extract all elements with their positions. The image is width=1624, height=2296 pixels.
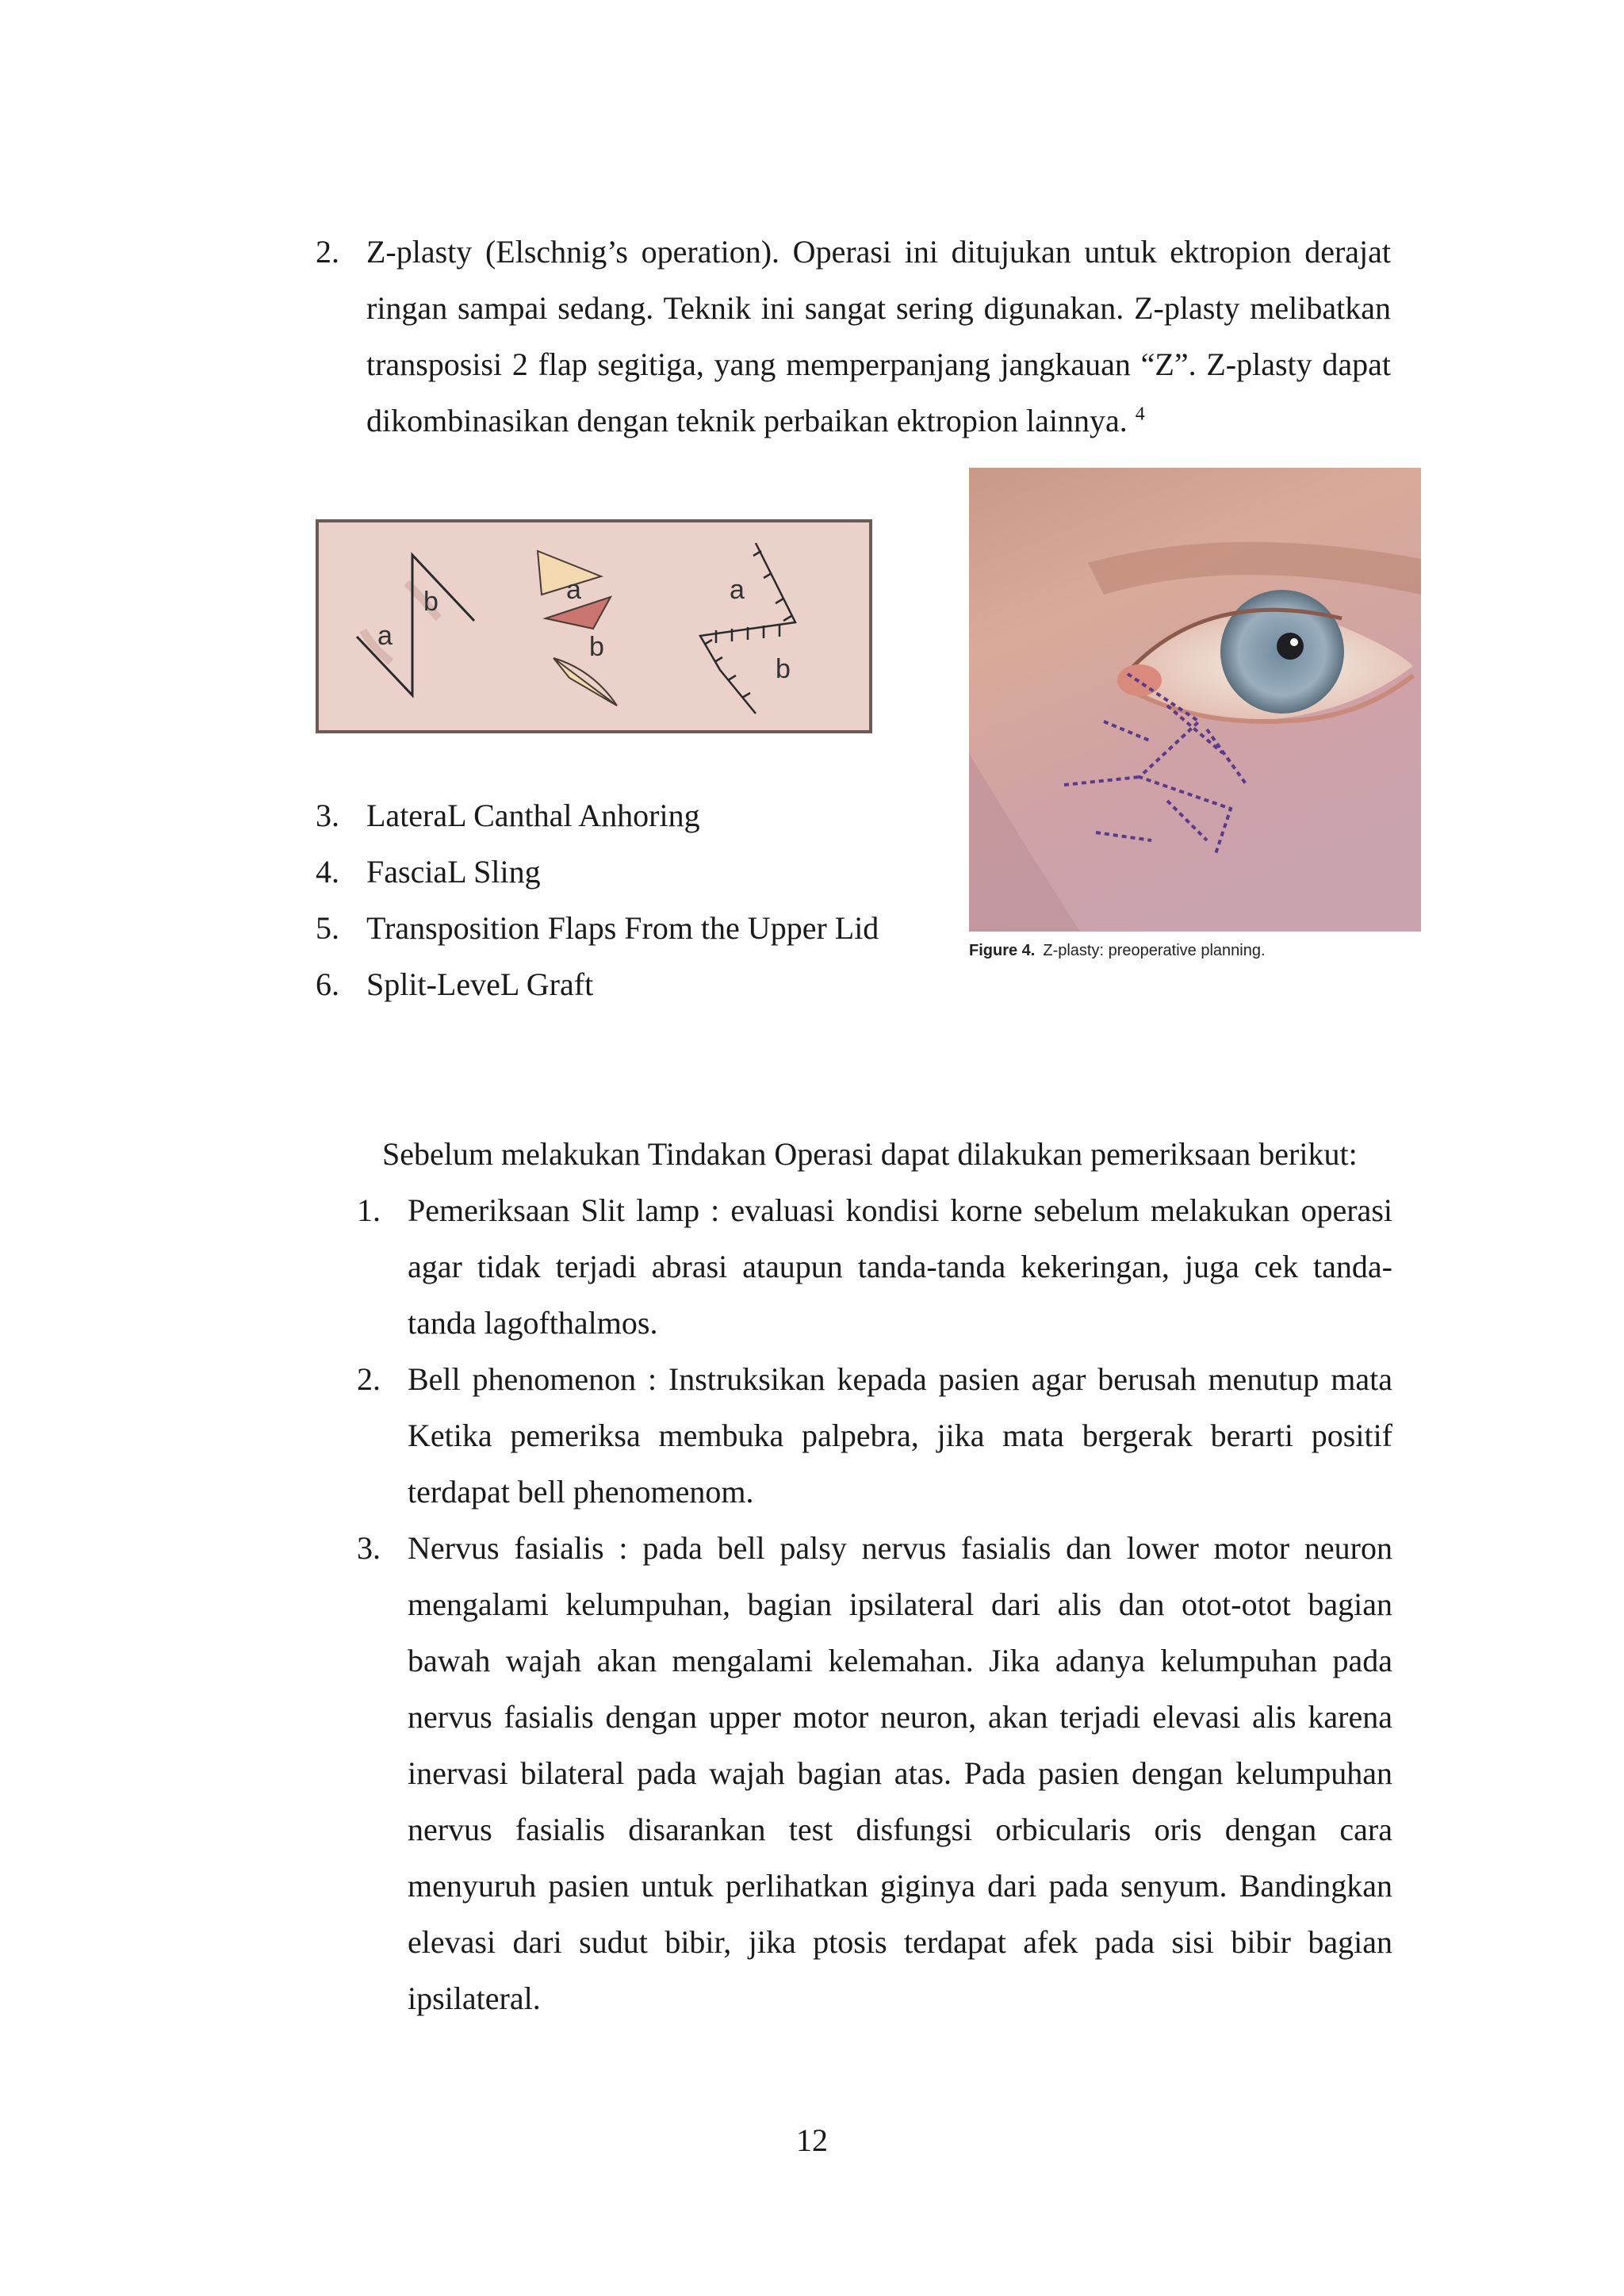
text-line: Ketika pemeriksa membuka palpebra, jika mata bergerak berarti positif xyxy=(408,1418,1392,1453)
eye-photo xyxy=(969,468,1421,932)
list-number: 5. xyxy=(316,910,339,946)
diagram-label-b: b xyxy=(589,632,604,662)
figure-number: Figure 4. xyxy=(969,942,1036,959)
text-line xyxy=(366,392,1391,449)
text-line-content: dikombinasikan dengan teknik perbaikan ektropion lainnya. xyxy=(366,403,1128,438)
list-number: 3. xyxy=(316,798,339,833)
text-line: Nervus fasialis : pada bell palsy nervus fasialis dan lower motor neuron xyxy=(408,1530,1392,1566)
text-line: Bell phenomenon : Instruksikan kepada pasien agar berusah menutup mata xyxy=(408,1361,1392,1397)
text-line: tanda lagofthalmos. xyxy=(408,1305,658,1341)
text-line: ringan sampai sedang. Teknik ini sangat sering digunakan. Z-plasty melibatkan xyxy=(366,290,1391,326)
page-number: 12 xyxy=(796,2122,828,2158)
list-text xyxy=(366,224,1391,449)
diagram-label-a: a xyxy=(377,621,393,651)
list-text: FasciaL Sling xyxy=(366,854,541,890)
text-line: elevasi dari sudut bibir, jika ptosis terdapat afek pada sisi bibir bagian xyxy=(408,1924,1392,1960)
text-line: agar tidak terjadi abrasi ataupun tanda-tanda kekeringan, juga cek tanda- xyxy=(408,1249,1392,1284)
text-line: nervus fasialis dengan upper motor neuron, akan terjadi elevasi alis karena xyxy=(408,1699,1392,1735)
list-number: 6. xyxy=(316,966,339,1002)
list-number: 2. xyxy=(316,234,339,270)
text-line: menyuruh pasien untuk perlihatkan giginya dari pada senyum. Bandingkan xyxy=(408,1868,1392,1904)
text-line: nervus fasialis disarankan test disfungsi orbicularis oris dengan cara xyxy=(408,1812,1392,1847)
diagram-label-b: b xyxy=(423,587,439,617)
text-line: Z-plasty (Elschnig’s operation). Operasi ini ditujukan untuk ektropion derajat xyxy=(366,234,1391,270)
list-text xyxy=(408,1520,1392,2026)
text-line: ipsilateral. xyxy=(408,1980,541,2016)
list-text: Transposition Flaps From the Upper Lid xyxy=(366,910,879,946)
list-number: 1. xyxy=(357,1192,381,1228)
diagram-label-a: a xyxy=(566,575,581,605)
pupil-highlight xyxy=(1290,638,1298,646)
text-line: bawah wajah akan mengalami kelemahan. Jika adanya kelumpuhan pada xyxy=(408,1643,1392,1678)
reference-superscript: 4 xyxy=(1135,404,1145,425)
text-line: terdapat bell phenomenom. xyxy=(408,1474,754,1510)
diagram-label-a: a xyxy=(730,575,745,605)
list-text: LateraL Canthal Anhoring xyxy=(366,798,700,833)
text-line: inervasi bilateral pada wajah bagian atas. Pada pasien dengan kelumpuhan xyxy=(408,1755,1392,1791)
z-plasty-diagram xyxy=(316,519,872,733)
figure-caption-text: Z-plasty: preoperative planning. xyxy=(1043,942,1266,959)
text-line: mengalami kelumpuhan, bagian ipsilateral dari alis dan otot-otot bagian xyxy=(408,1586,1392,1622)
list-text: Split-LeveL Graft xyxy=(366,966,594,1002)
list-text xyxy=(408,1182,1392,1351)
list-number: 4. xyxy=(316,854,339,890)
text-line: transposisi 2 flap segitiga, yang memperpanjang jangkauan “Z”. Z-plasty dapat xyxy=(366,346,1391,382)
diagram-label-b: b xyxy=(776,654,791,684)
list-number: 2. xyxy=(357,1361,381,1397)
list-text xyxy=(408,1351,1392,1520)
list-number: 3. xyxy=(357,1530,381,1566)
pupil xyxy=(1277,633,1304,660)
intro-paragraph: Sebelum melakukan Tindakan Operasi dapat dilakukan pemeriksaan berikut: xyxy=(382,1136,1358,1172)
figure-caption xyxy=(969,942,1421,960)
text-line: Pemeriksaan Slit lamp : evaluasi kondisi korne sebelum melakukan operasi xyxy=(408,1192,1392,1228)
preoperative-photo xyxy=(969,468,1421,975)
